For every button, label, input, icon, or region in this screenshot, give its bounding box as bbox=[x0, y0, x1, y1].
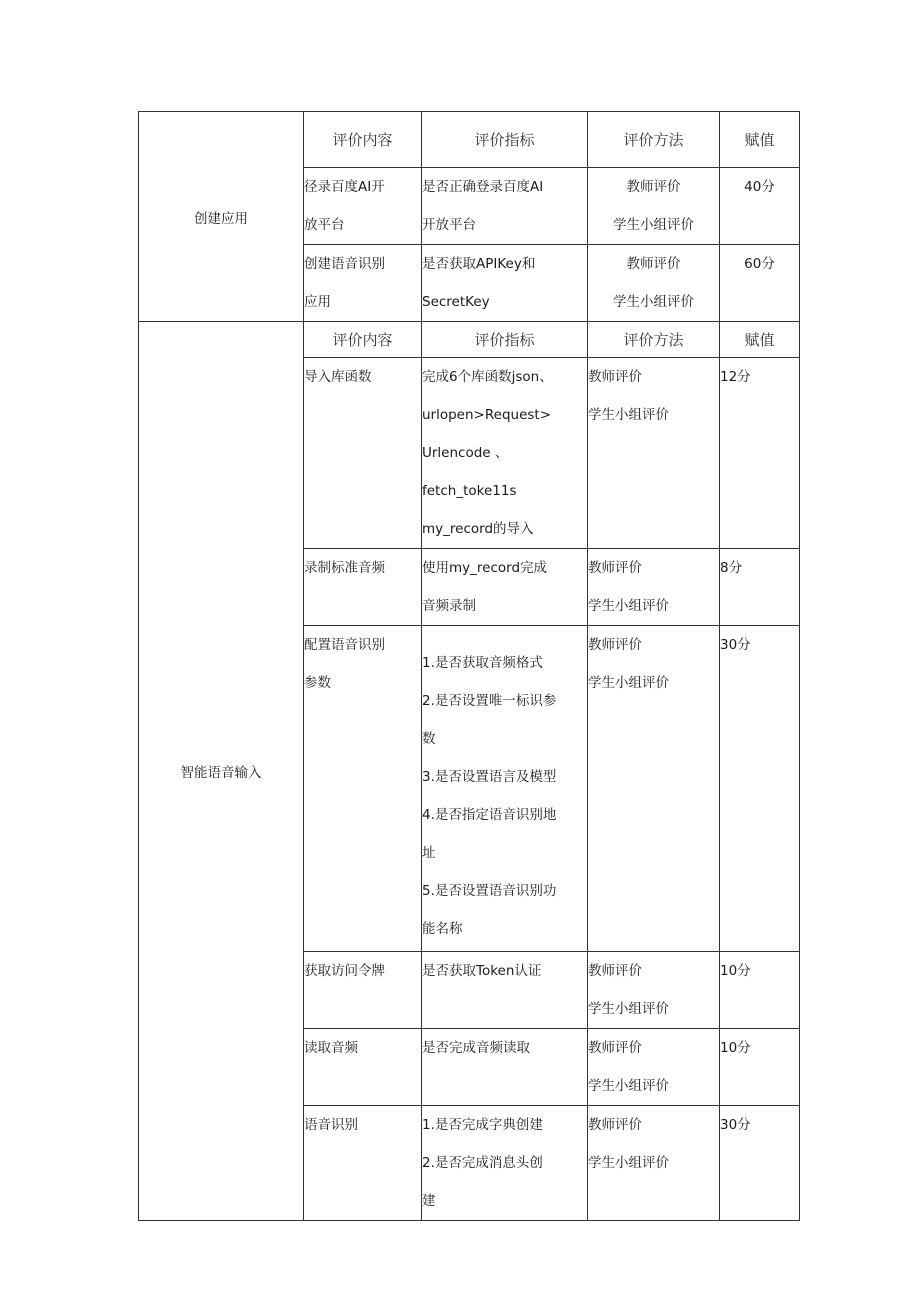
header-row bbox=[139, 322, 800, 358]
score-cell: 8分 bbox=[720, 549, 800, 626]
content-cell: 读取音频 bbox=[304, 1029, 422, 1106]
header-cell: 评价方法 bbox=[588, 112, 720, 168]
header-cell: 赋值 bbox=[720, 112, 800, 168]
content-cell: 导入库函数 bbox=[304, 358, 422, 549]
content-cell: 获取访问令牌 bbox=[304, 952, 422, 1029]
header-cell: 评价指标 bbox=[422, 112, 588, 168]
indicator-cell: 1.是否获取音频格式 2.是否设置唯一标识参 数 3.是否设置语言及模型 4.是否指定语音识别地 址 5.是否设置语音识别功 能名称 bbox=[422, 626, 588, 952]
evaluation-table bbox=[138, 111, 800, 1221]
method-cell: 教师评价 学生小组评价 bbox=[588, 168, 720, 245]
score-cell: 12分 bbox=[720, 358, 800, 549]
score-cell: 10分 bbox=[720, 952, 800, 1029]
method-cell: 教师评价 学生小组评价 bbox=[588, 245, 720, 322]
header-cell: 评价指标 bbox=[422, 322, 588, 358]
indicator-cell: 是否获取Token认证 bbox=[422, 952, 588, 1029]
content-cell: 录制标准音频 bbox=[304, 549, 422, 626]
indicator-cell: 1.是否完成字典创建 2.是否完成消息头创 建 bbox=[422, 1106, 588, 1221]
header-row bbox=[139, 112, 800, 168]
section-name: 智能语音输入 bbox=[139, 322, 304, 1221]
header-cell: 评价内容 bbox=[304, 112, 422, 168]
method-cell: 教师评价 学生小组评价 bbox=[588, 1029, 720, 1106]
content-cell: 语音识别 bbox=[304, 1106, 422, 1221]
score-cell: 30分 bbox=[720, 1106, 800, 1221]
content-cell: 配置语音识别 参数 bbox=[304, 626, 422, 952]
header-cell: 评价方法 bbox=[588, 322, 720, 358]
header-cell: 评价内容 bbox=[304, 322, 422, 358]
indicator-cell: 是否获取APIKey和 SecretKey bbox=[422, 245, 588, 322]
method-cell: 教师评价 学生小组评价 bbox=[588, 952, 720, 1029]
score-cell: 60分 bbox=[720, 245, 800, 322]
indicator-cell: 是否完成音频读取 bbox=[422, 1029, 588, 1106]
method-cell: 教师评价 学生小组评价 bbox=[588, 358, 720, 549]
content-cell: 创建语音识别 应用 bbox=[304, 245, 422, 322]
method-cell: 教师评价 学生小组评价 bbox=[588, 549, 720, 626]
score-cell: 10分 bbox=[720, 1029, 800, 1106]
score-cell: 40分 bbox=[720, 168, 800, 245]
indicator-cell: 使用my_record完成 音频录制 bbox=[422, 549, 588, 626]
method-cell: 教师评价 学生小组评价 bbox=[588, 626, 720, 952]
indicator-cell: 完成6个库函数json、 urlopen>Request> Urlencode 、 fetch_toke11s my_record的导入 bbox=[422, 358, 588, 549]
header-cell: 赋值 bbox=[720, 322, 800, 358]
method-cell: 教师评价 学生小组评价 bbox=[588, 1106, 720, 1221]
content-cell: 径录百度AI开 放平台 bbox=[304, 168, 422, 245]
section-name: 创建应用 bbox=[139, 112, 304, 322]
indicator-cell: 是否正确登录百度AI 开放平台 bbox=[422, 168, 588, 245]
score-cell: 30分 bbox=[720, 626, 800, 952]
